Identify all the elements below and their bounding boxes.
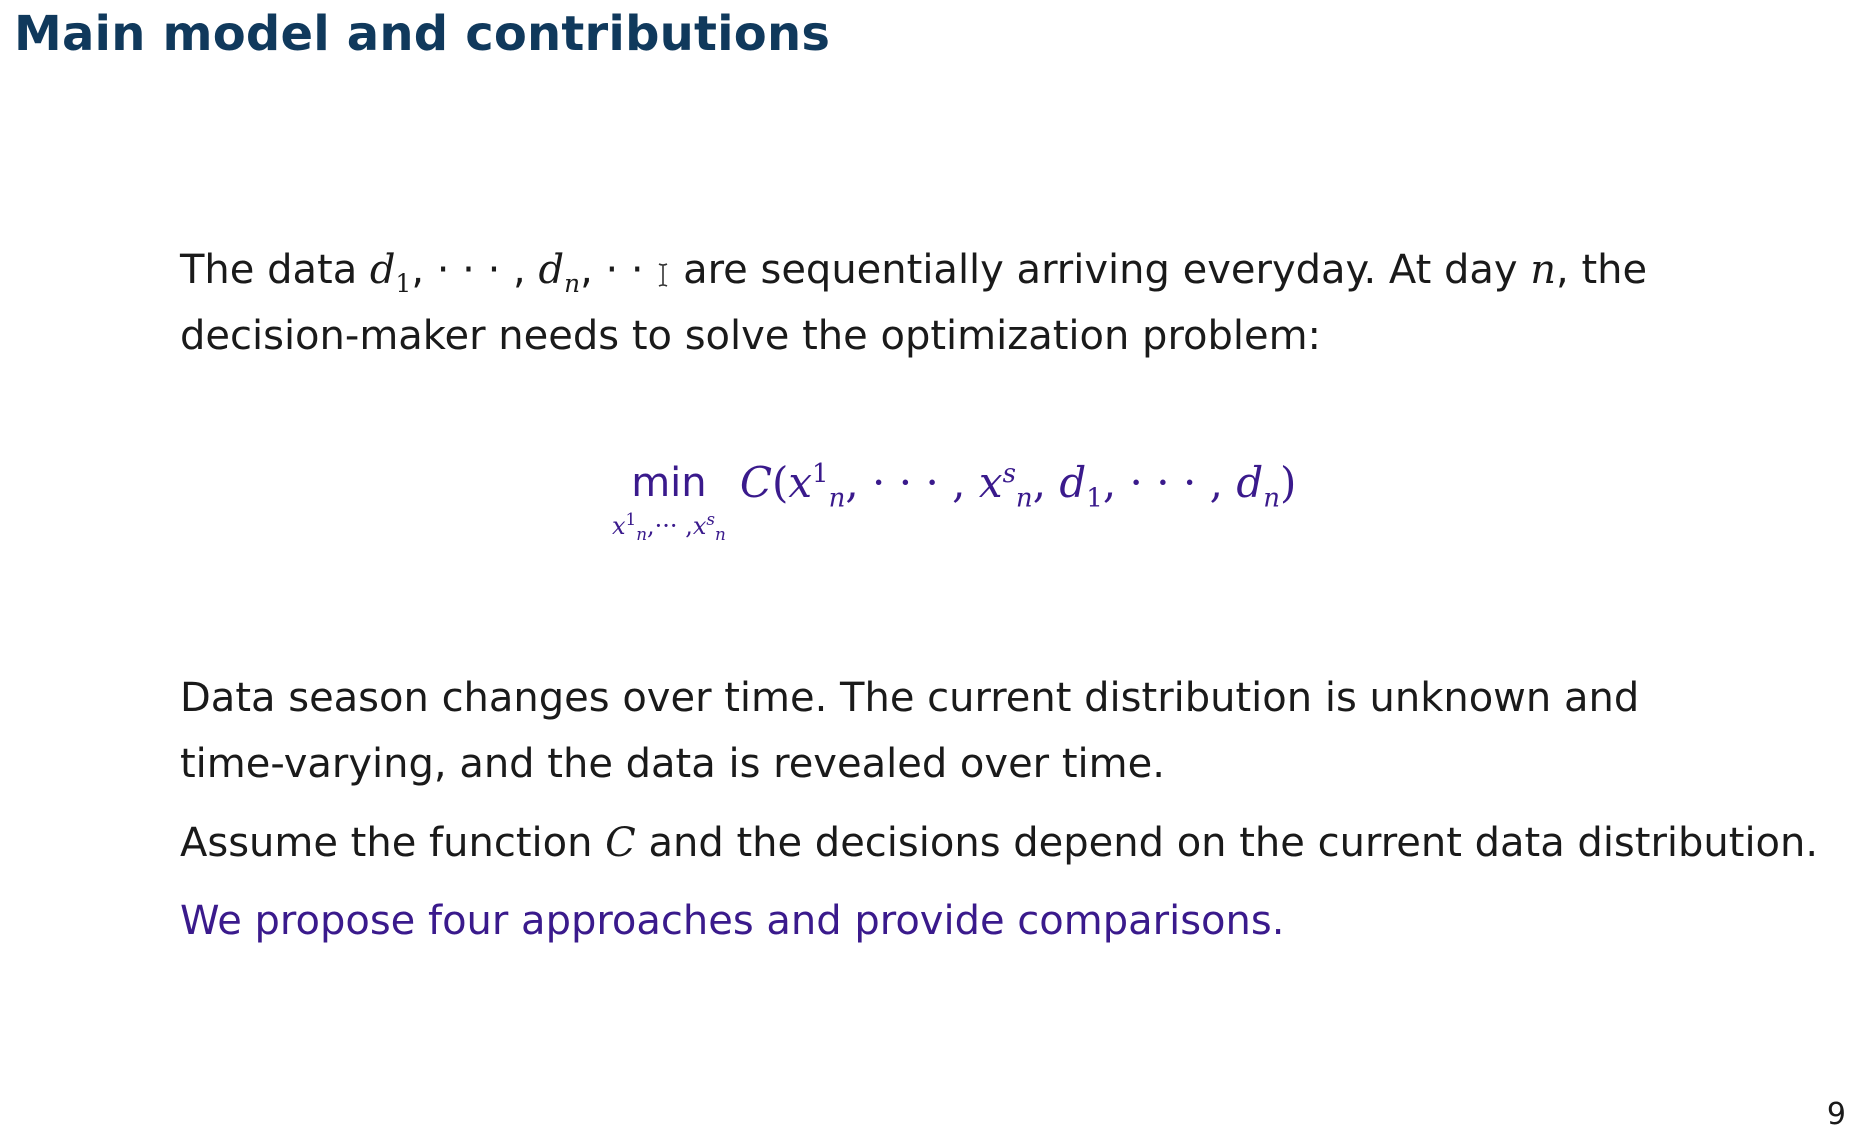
data-season-line-2: time-varying, and the data is revealed over time.	[180, 741, 1165, 787]
intro-paragraph	[180, 237, 1647, 369]
intro-line-2: decision-maker needs to solve the optimization problem:	[180, 313, 1322, 359]
slide-title: Main model and contributions	[14, 6, 831, 62]
page-number: 9	[1826, 1097, 1846, 1132]
min-operator: min $x^1_n,\cdot\cdot\cdot ,x^s_n$	[612, 460, 726, 544]
objective-expression: $C(x^1_n$, · · · , $x^s_n$, $d_1$, · · · , $d_n$)	[739, 458, 1297, 514]
contribution-statement: We propose four approaches and provide comparisons.	[180, 898, 1285, 944]
intro-line-1: The data $d_1$, · · · , $d_n$, · · are sequentially arriving everyday. At day n, the	[180, 247, 1648, 298]
assumption-paragraph: Assume the function C and the decisions depend on the current data distribution.	[180, 820, 1819, 866]
text-cursor-icon	[658, 263, 668, 287]
data-season-line-1: Data season changes over time. The current distribution is unknown and	[180, 675, 1640, 721]
data-season-paragraph	[180, 665, 1639, 797]
optimization-equation	[0, 455, 1866, 565]
min-subscript: $x^1_n,\cdot\cdot\cdot ,x^s_n$	[612, 509, 726, 544]
